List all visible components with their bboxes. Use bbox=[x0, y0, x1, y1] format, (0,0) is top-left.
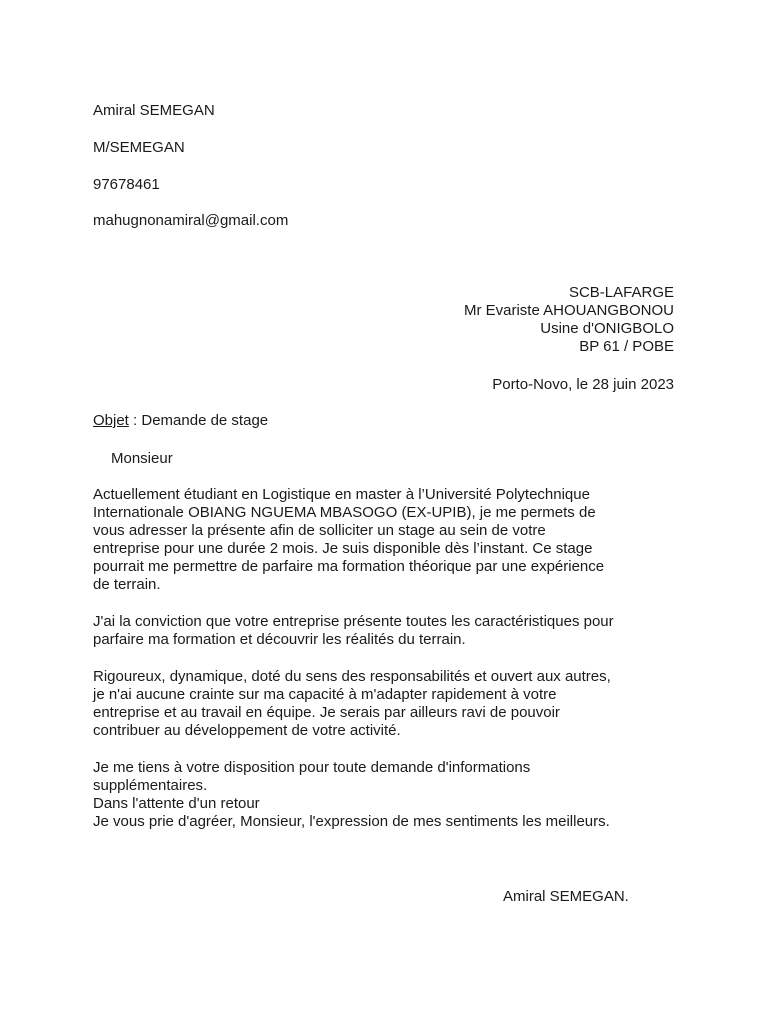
sender-email: mahugnonamiral@gmail.com bbox=[93, 212, 289, 229]
subject-line bbox=[93, 412, 268, 430]
paragraph-4 bbox=[93, 759, 683, 831]
paragraph-line: entreprise pour une durée 2 mois. Je suis disponible dès l’instant. Ce stage bbox=[93, 540, 593, 557]
paragraph-line: supplémentaires. bbox=[93, 777, 208, 794]
recipient-block bbox=[464, 284, 674, 356]
recipient-person: Mr Evariste AHOUANGBONOU bbox=[463, 302, 674, 319]
salutation: Monsieur bbox=[111, 450, 173, 467]
paragraph-line: J'ai la conviction que votre entreprise présente toutes les caractéristiques pour bbox=[93, 613, 614, 630]
signature: Amiral SEMEGAN. bbox=[503, 888, 629, 905]
paragraph-line: Actuellement étudiant en Logistique en master à l’Université Polytechnique bbox=[93, 486, 590, 503]
paragraph-3 bbox=[93, 668, 683, 740]
paragraph-line: de terrain. bbox=[93, 576, 161, 593]
paragraph-line-with-link bbox=[93, 704, 683, 722]
paragraph-1 bbox=[93, 486, 683, 594]
paragraph-line: Je me tiens à votre disposition pour toute demande d'informations bbox=[93, 759, 531, 776]
paragraph-line: Rigoureux, dynamique, doté du sens des responsabilités et ouvert aux autres, bbox=[93, 668, 611, 685]
sender-phone: 97678461 bbox=[93, 176, 160, 193]
paragraph-line: parfaire ma formation et découvrir les réalités du terrain. bbox=[93, 631, 466, 648]
recipient-company: SCB-LAFARGE bbox=[568, 284, 674, 301]
sender-name: Amiral SEMEGAN bbox=[93, 102, 215, 119]
teamwork-link[interactable]: travail en équipe bbox=[201, 704, 312, 721]
subject-separator: : bbox=[128, 412, 142, 429]
paragraph-line: je n'ai aucune crainte sur ma capacité à m'adapter rapidement à votre bbox=[93, 686, 557, 703]
paragraph-line: Internationale OBIANG NGUEMA MBASOGO (EX-UPIB), je me permets de bbox=[93, 504, 596, 521]
paragraph-line: Dans l'attente d'un retour bbox=[93, 795, 260, 812]
paragraph-2 bbox=[93, 613, 683, 649]
paragraph-line: pourrait me permettre de parfaire ma formation théorique par une expérience bbox=[93, 558, 605, 575]
recipient-site: Usine d'ONIGBOLO bbox=[540, 320, 674, 337]
subject-text: Demande de stage bbox=[141, 412, 269, 429]
sender-title: M/SEMEGAN bbox=[93, 139, 185, 156]
letter-date: Porto-Novo, le 28 juin 2023 bbox=[492, 376, 674, 393]
paragraph-text: . Je serais par ailleurs ravi de pouvoir bbox=[311, 704, 560, 721]
paragraph-text: entreprise et au bbox=[93, 704, 202, 721]
paragraph-line: vous adresser la présente afin de solliciter un stage au sein de votre bbox=[93, 522, 546, 539]
paragraph-line: Je vous prie d'agréer, Monsieur, l'expression de mes sentiments les meilleurs. bbox=[93, 813, 610, 830]
paragraph-line: contribuer au développement de votre activité. bbox=[93, 722, 401, 739]
recipient-address: BP 61 / POBE bbox=[579, 338, 674, 355]
subject-label: Objet bbox=[93, 412, 129, 429]
